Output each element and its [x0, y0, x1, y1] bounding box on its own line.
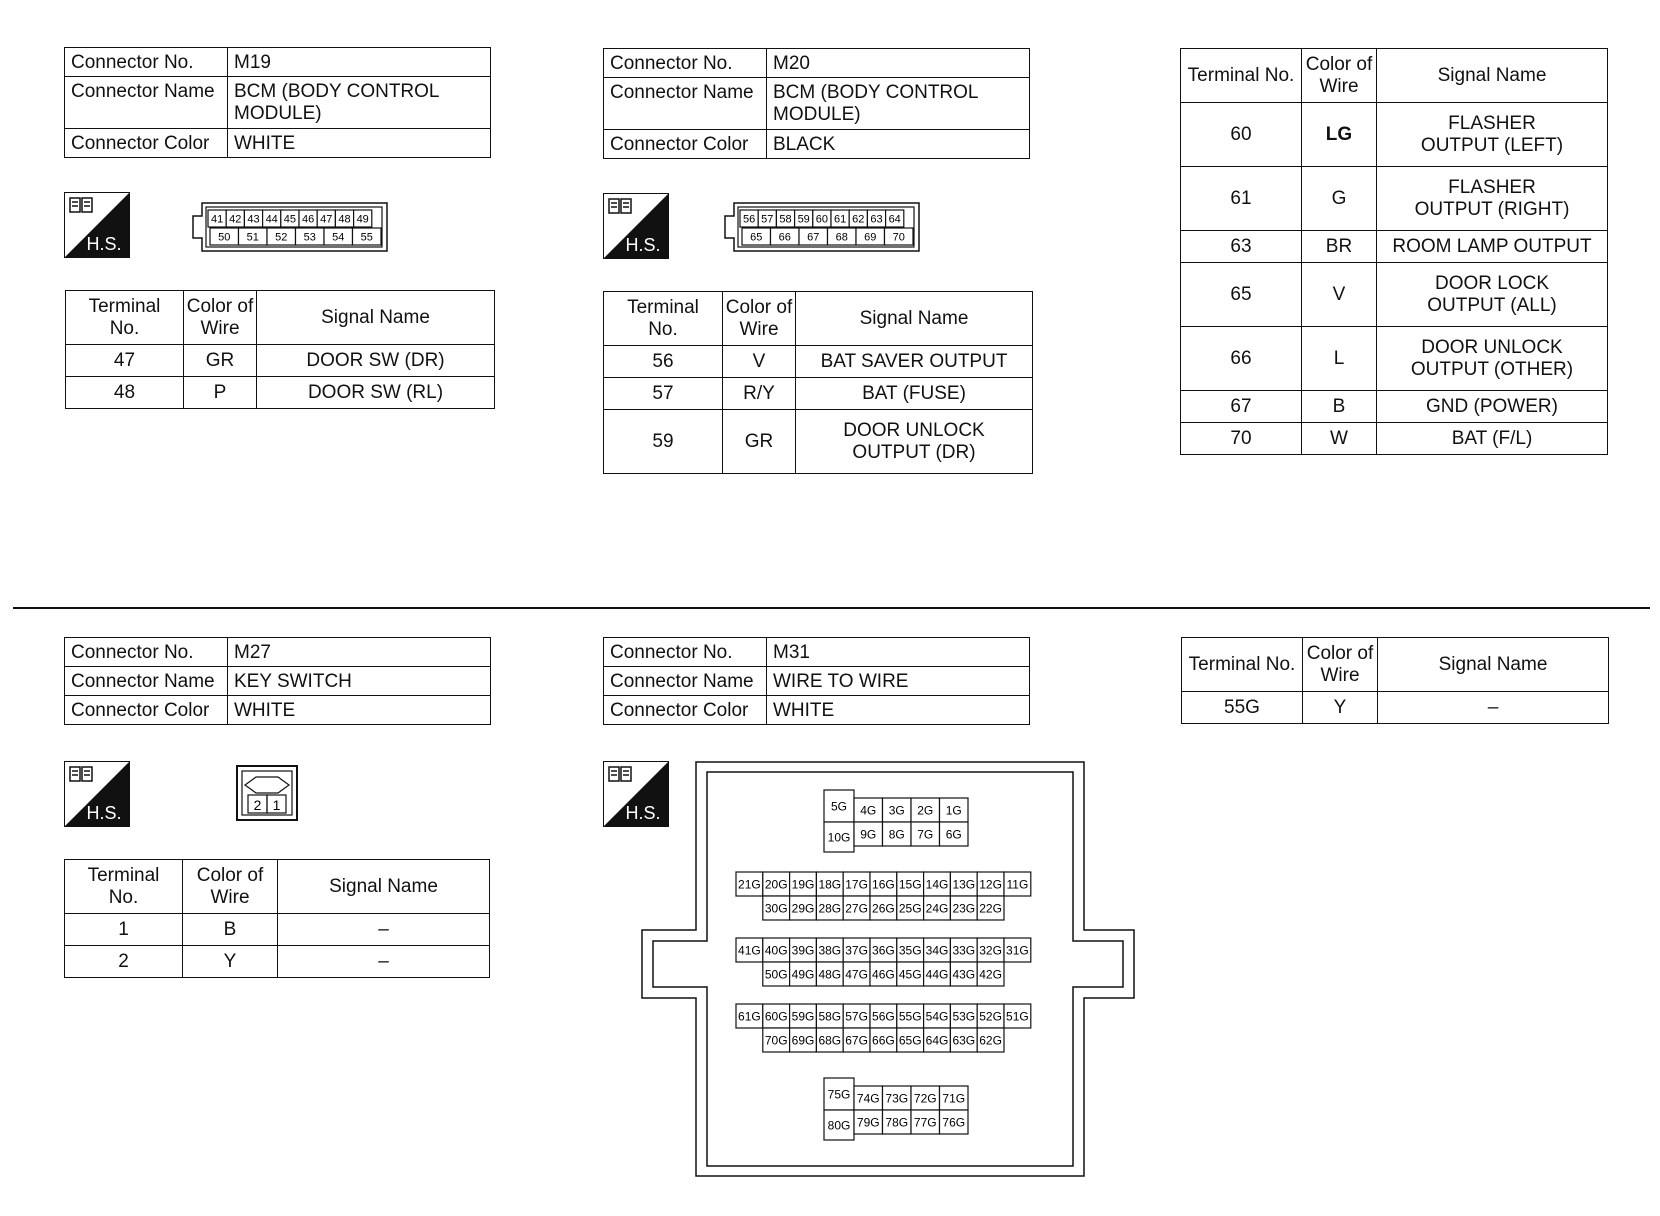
pin-label: 76G	[942, 1115, 966, 1130]
pin-label: 19G	[791, 877, 815, 892]
pin-label: 57	[761, 213, 774, 226]
table-row: 61 G FLASHER OUTPUT (RIGHT)	[1181, 167, 1608, 231]
pin-label: 45G	[898, 967, 922, 982]
pin-label: 57G	[845, 1009, 868, 1024]
hs-harness-side-icon	[64, 761, 130, 827]
pin-label: 5G	[830, 799, 848, 814]
pin-label: 55	[360, 231, 373, 244]
pin-label: 36G	[872, 943, 895, 958]
m20-terminal-table-continued	[1180, 48, 1608, 455]
table-row: 59 GR DOOR UNLOCK OUTPUT (DR)	[604, 410, 1033, 474]
connector-name-label: Connector Name	[604, 78, 767, 130]
pin-label: 52G	[979, 1009, 1002, 1024]
pin-label: 43G	[952, 967, 976, 982]
connector-color-label: Connector Color	[65, 696, 228, 725]
terminal-no-header: Terminal No.	[66, 291, 184, 345]
signal-name-header: Signal Name	[796, 292, 1033, 346]
pin-label: 42	[229, 213, 242, 226]
pin-label: 67	[807, 231, 820, 244]
pin-label: 55G	[898, 1009, 922, 1024]
connector-color-value: WHITE	[767, 696, 1030, 725]
table-row: 57 R/Y BAT (FUSE)	[604, 378, 1033, 410]
m20-terminal-table	[603, 291, 1033, 474]
terminal-no-header: Terminal No.	[1181, 49, 1302, 103]
m20-connector-info	[603, 48, 1030, 159]
connector-name-label: Connector Name	[65, 77, 228, 129]
pin-label: 56G	[872, 1009, 895, 1024]
pin-label: 27G	[845, 901, 868, 916]
pin-label: 73G	[885, 1091, 909, 1106]
pin-label: 47	[320, 213, 333, 226]
terminal-no-header: Terminal No.	[65, 860, 183, 914]
pin-label: 71G	[942, 1091, 966, 1106]
pin-label: 49	[356, 213, 369, 226]
connector-color-value: WHITE	[228, 696, 491, 725]
pin-label: 80G	[827, 1118, 851, 1133]
color-of-wire-header: Color of Wire	[1302, 49, 1377, 103]
pin-label: 52	[275, 231, 288, 244]
pin-label: 12G	[979, 877, 1002, 892]
pin-label: 77G	[913, 1115, 937, 1130]
pin-label: 3G	[888, 803, 905, 818]
pin-label: 1	[272, 797, 281, 813]
pin-label: 9G	[860, 827, 877, 842]
pin-label: 28G	[818, 901, 842, 916]
pin-label: 2G	[917, 803, 934, 818]
pin-label: 54G	[925, 1009, 949, 1024]
connector-no-label: Connector No.	[65, 638, 228, 667]
pin-label: 44	[265, 213, 278, 226]
pin-label: 6G	[945, 827, 962, 842]
connector-color-value: WHITE	[228, 129, 491, 158]
m27-connector-info	[64, 637, 491, 725]
pin-label: 51	[246, 231, 259, 244]
svg-text:H.S.: H.S.	[86, 803, 122, 823]
pin-label: 21G	[738, 877, 761, 892]
pin-label: 59G	[791, 1009, 815, 1024]
connector-no-value: M27	[228, 638, 491, 667]
pin-label: 32G	[979, 943, 1002, 958]
connector-no-value: M20	[767, 49, 1030, 78]
m31-connector-info	[603, 637, 1030, 725]
m19-connector-info	[64, 47, 491, 158]
pin-label: 2	[253, 797, 262, 813]
pin-label: 61G	[738, 1009, 761, 1024]
svg-text:H.S.: H.S.	[625, 235, 661, 255]
pin-label: 70	[892, 231, 905, 244]
pin-label: 20G	[764, 877, 788, 892]
pin-label: 61	[833, 213, 847, 226]
table-row: 1 B –	[65, 914, 490, 946]
pin-label: 40G	[764, 943, 788, 958]
pin-label: 48	[338, 213, 351, 226]
pin-label: 66G	[872, 1033, 895, 1048]
pin-label: 58G	[818, 1009, 842, 1024]
color-of-wire-header: Color of Wire	[1303, 638, 1378, 692]
pin-label: 69G	[791, 1033, 815, 1048]
connector-name-value: BCM (BODY CONTROL MODULE)	[767, 78, 1030, 130]
pin-label: 15G	[898, 877, 922, 892]
pin-label: 60	[815, 213, 829, 226]
pin-label: 39G	[791, 943, 815, 958]
m31-connector-face	[640, 760, 1136, 1178]
pin-label: 59	[797, 213, 810, 226]
pin-label: 4G	[860, 803, 877, 818]
pin-label: 41G	[738, 943, 761, 958]
pin-label: 42G	[979, 967, 1002, 982]
signal-name-header: Signal Name	[1377, 49, 1608, 103]
pin-label: 65	[750, 231, 763, 244]
svg-text:H.S.: H.S.	[625, 803, 661, 823]
table-row: 66 L DOOR UNLOCK OUTPUT (OTHER)	[1181, 327, 1608, 391]
pin-label: 37G	[845, 943, 868, 958]
pin-label: 35G	[898, 943, 922, 958]
connector-no-label: Connector No.	[604, 638, 767, 667]
pin-label: 33G	[952, 943, 976, 958]
pin-label: 47G	[845, 967, 868, 982]
pin-label: 51G	[1006, 1009, 1029, 1024]
pin-label: 64	[888, 213, 901, 226]
pin-label: 13G	[952, 877, 976, 892]
signal-name-header: Signal Name	[278, 860, 490, 914]
pin-label: 29G	[791, 901, 815, 916]
pin-label: 18G	[818, 877, 842, 892]
pin-label: 64G	[925, 1033, 949, 1048]
table-row: 47 GR DOOR SW (DR)	[66, 345, 495, 377]
pin-label: 70G	[764, 1033, 788, 1048]
pin-label: 66	[778, 231, 791, 244]
pin-label: 72G	[913, 1091, 937, 1106]
signal-name-header: Signal Name	[1378, 638, 1609, 692]
pin-label: 1G	[945, 803, 962, 818]
pin-label: 74G	[856, 1091, 880, 1106]
pin-label: 63	[870, 213, 883, 226]
pin-label: 68	[835, 231, 848, 244]
pin-label: 46	[301, 213, 315, 226]
pin-label: 78G	[885, 1115, 909, 1130]
table-row: 55G Y –	[1182, 692, 1609, 724]
pin-label: 48G	[818, 967, 842, 982]
connector-name-label: Connector Name	[65, 667, 228, 696]
m19-terminal-table	[65, 290, 495, 409]
connector-no-value: M31	[767, 638, 1030, 667]
pin-label: 49G	[791, 967, 815, 982]
table-row: 70 W BAT (F/L)	[1181, 423, 1608, 455]
pin-label: 11G	[1006, 877, 1029, 892]
m20-connector-face	[724, 202, 920, 252]
terminal-no-header: Terminal No.	[1182, 638, 1303, 692]
pin-label: 30G	[764, 901, 788, 916]
connector-color-label: Connector Color	[604, 696, 767, 725]
m19-connector-face	[192, 202, 388, 252]
connector-name-label: Connector Name	[604, 667, 767, 696]
pin-label: 45	[283, 213, 297, 226]
table-row: 48 P DOOR SW (RL)	[66, 377, 495, 409]
pin-label: 63G	[952, 1033, 976, 1048]
m27-terminal-table	[64, 859, 490, 978]
svg-text:H.S.: H.S.	[86, 234, 122, 254]
pin-label: 44G	[925, 967, 949, 982]
table-row: 56 V BAT SAVER OUTPUT	[604, 346, 1033, 378]
color-of-wire-header: Color of Wire	[184, 291, 257, 345]
hs-harness-side-icon	[64, 192, 130, 258]
connector-color-label: Connector Color	[65, 129, 228, 158]
pin-label: 62	[852, 213, 865, 226]
table-row: 65 V DOOR LOCK OUTPUT (ALL)	[1181, 263, 1608, 327]
connector-no-label: Connector No.	[65, 48, 228, 77]
color-of-wire-header: Color of Wire	[723, 292, 796, 346]
pin-label: 75G	[827, 1087, 851, 1102]
connector-color-label: Connector Color	[604, 130, 767, 159]
pin-label: 50	[218, 231, 231, 244]
pin-label: 25G	[898, 901, 922, 916]
table-row: 2 Y –	[65, 946, 490, 978]
pin-label: 7G	[917, 827, 934, 842]
pin-label: 16G	[872, 877, 895, 892]
pin-label: 60G	[764, 1009, 788, 1024]
pin-label: 65G	[898, 1033, 922, 1048]
pin-label: 41	[210, 213, 224, 226]
connector-no-value: M19	[228, 48, 491, 77]
pin-label: 54	[332, 231, 345, 244]
pin-label: 38G	[818, 943, 842, 958]
pin-label: 43	[247, 213, 260, 226]
m27-connector-face	[236, 765, 298, 821]
pin-label: 24G	[925, 901, 949, 916]
section-divider	[13, 607, 1650, 609]
pin-label: 46G	[872, 967, 895, 982]
color-of-wire-header: Color of Wire	[183, 860, 278, 914]
pin-label: 53	[303, 231, 316, 244]
m31-terminal-table-continued	[1181, 637, 1609, 724]
connector-name-value: WIRE TO WIRE	[767, 667, 1030, 696]
pin-label: 23G	[952, 901, 976, 916]
pin-label: 53G	[952, 1009, 976, 1024]
pin-label: 58	[779, 213, 792, 226]
pin-label: 31G	[1006, 943, 1029, 958]
table-row: 60 LG FLASHER OUTPUT (LEFT)	[1181, 103, 1608, 167]
connector-no-label: Connector No.	[604, 49, 767, 78]
pin-label: 69	[864, 231, 877, 244]
pin-label: 56	[742, 213, 756, 226]
pin-label: 67G	[845, 1033, 868, 1048]
pin-label: 50G	[764, 967, 788, 982]
table-row: 67 B GND (POWER)	[1181, 391, 1608, 423]
pin-label: 14G	[925, 877, 949, 892]
pin-label: 10G	[827, 830, 851, 845]
pin-label: 79G	[856, 1115, 880, 1130]
pin-label: 8G	[888, 827, 905, 842]
hs-harness-side-icon	[603, 193, 669, 259]
signal-name-header: Signal Name	[257, 291, 495, 345]
pin-label: 68G	[818, 1033, 842, 1048]
pin-label: 22G	[979, 901, 1002, 916]
pin-label: 26G	[872, 901, 895, 916]
connector-name-value: KEY SWITCH	[228, 667, 491, 696]
pin-label: 34G	[925, 943, 949, 958]
connector-color-value: BLACK	[767, 130, 1030, 159]
table-row: 63 BR ROOM LAMP OUTPUT	[1181, 231, 1608, 263]
connector-name-value: BCM (BODY CONTROL MODULE)	[228, 77, 491, 129]
pin-label: 62G	[979, 1033, 1002, 1048]
pin-label: 17G	[845, 877, 868, 892]
terminal-no-header: Terminal No.	[604, 292, 723, 346]
